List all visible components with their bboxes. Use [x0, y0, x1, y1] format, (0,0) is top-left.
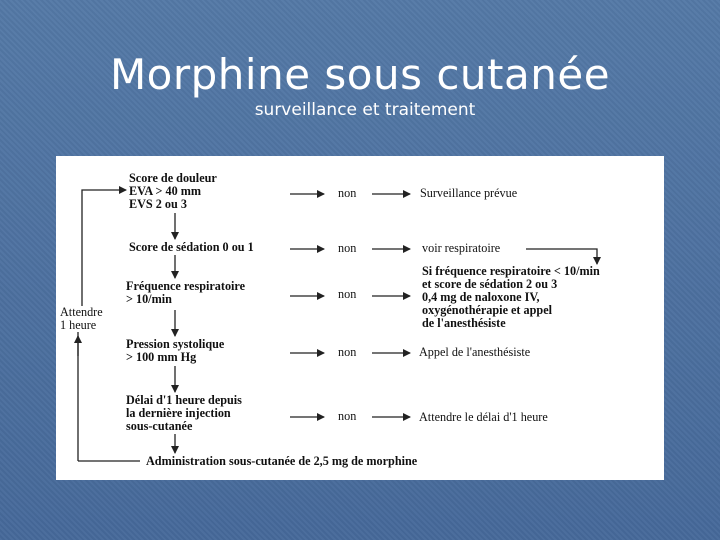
step-pain-score: Score de douleur EVA > 40 mm EVS 2 ou 3 — [129, 171, 217, 211]
step-systolic-pressure: Pression systolique > 100 mm Hg — [126, 337, 225, 364]
step-respiratory-rate: Fréquence respiratoire > 10/min — [126, 279, 246, 306]
no-label-3: non — [338, 287, 357, 301]
loop-top-arrow — [82, 190, 126, 314]
no-label-2: non — [338, 241, 357, 255]
slide-title: Morphine sous cutanée — [109, 50, 611, 99]
wait-one-hour-label: Attendre 1 heure — [60, 305, 103, 332]
slide-subtitle: surveillance et traitement — [254, 100, 476, 120]
respiratory-branch-arrow — [526, 249, 597, 264]
step-time-since-injection: Délai d'1 heure depuis la dernière injection sous-cutanée — [126, 393, 242, 433]
step-sedation-score: Score de sédation 0 ou 1 — [129, 240, 254, 254]
outcome-wait-one-hour: Attendre le délai d'1 heure — [419, 410, 548, 424]
no-label-1: non — [338, 186, 357, 200]
outcome-call-anesthetist: Appel de l'anesthésiste — [419, 345, 531, 359]
outcome-planned-monitoring: Surveillance prévue — [420, 186, 518, 200]
flowchart-panel — [56, 156, 664, 480]
no-label-4: non — [338, 345, 357, 359]
final-step-administration: Administration sous-cutanée de 2,5 mg de morphine — [146, 454, 418, 468]
outcome-naloxone: Si fréquence respiratoire < 10/min et score de sédation 2 ou 3 0,4 mg de naloxone IV, oxygénothérapie et appel de l'anesthésiste — [422, 264, 600, 330]
outcome-see-respiratory: voir respiratoire — [422, 241, 501, 255]
no-label-5: non — [338, 409, 357, 423]
